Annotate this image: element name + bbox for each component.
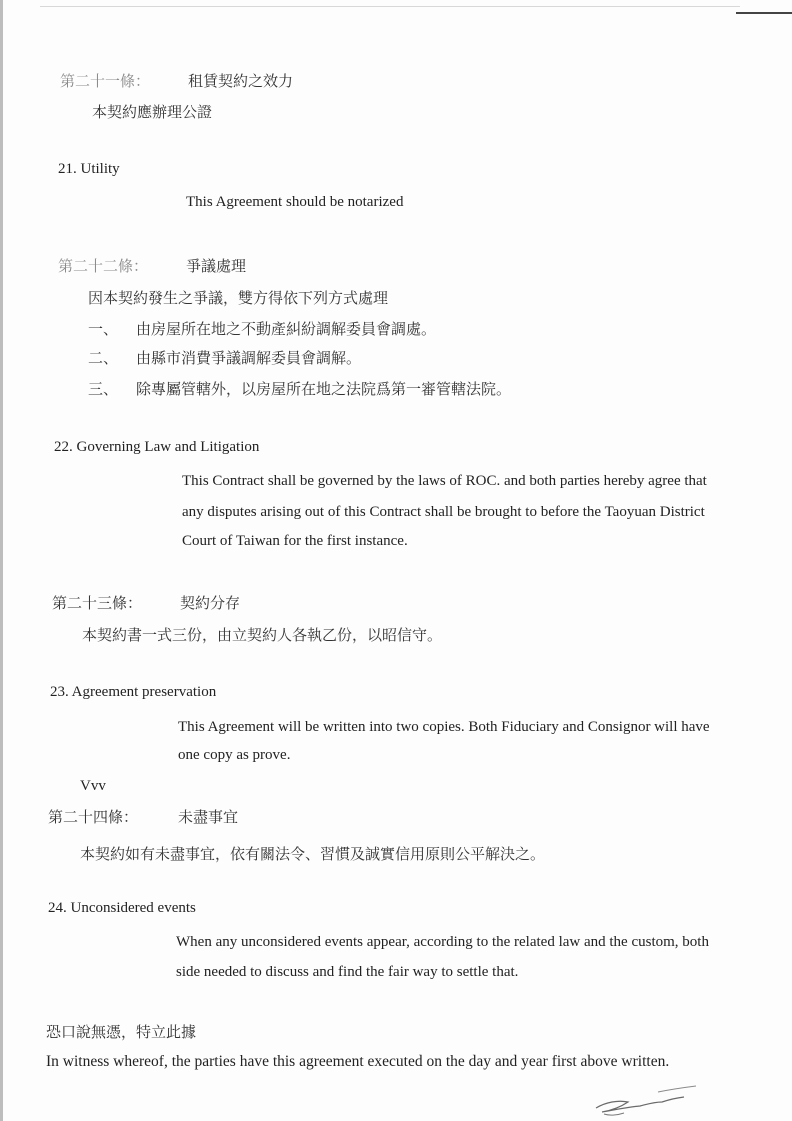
article-24-zh-title: 未盡事宜 — [178, 808, 239, 826]
scan-top-edge — [40, 6, 740, 7]
article-22-zh-title: 爭議處理 — [186, 257, 247, 275]
article-24-en-body-line: side needed to discuss and find the fair way to settle that. — [176, 964, 519, 980]
closing-en: In witness whereof, the parties have this agreement executed on the day and year first above written. — [46, 1053, 670, 1070]
article-21-zh-body: 本契約應辦理公證 — [92, 103, 213, 121]
article-22-item-number: 一、 — [88, 320, 119, 338]
stray-text: Vvv — [80, 778, 106, 794]
article-23-en-body-line: one copy as prove. — [178, 747, 291, 763]
article-23-zh-title: 契約分存 — [180, 594, 241, 612]
scan-left-edge — [0, 0, 3, 1121]
article-22-en-body-line: any disputes arising out of this Contract shall be brought to before the Taoyuan District — [182, 504, 705, 520]
article-number: 第二十四條： — [48, 808, 139, 826]
article-23-en-heading: 23. Agreement preservation — [50, 684, 217, 700]
article-22-item-text: 除專屬管轄外，以房屋所在地之法院爲第一審管轄法院。 — [136, 380, 512, 398]
article-22-item-number: 三、 — [88, 380, 119, 398]
article-22-item-number: 二、 — [88, 349, 119, 367]
article-23-zh-heading — [52, 592, 142, 613]
article-24-zh-heading — [48, 806, 138, 827]
article-number: 第二十三條： — [52, 594, 143, 612]
article-23-en-body-line: This Agreement will be written into two copies. Both Fiduciary and Consignor will have — [178, 719, 710, 735]
handwritten-signature — [588, 1080, 708, 1120]
article-21-en-body: This Agreement should be notarized — [186, 194, 404, 210]
scan-top-right-mark — [736, 12, 792, 14]
article-22-en-heading: 22. Governing Law and Litigation — [54, 439, 260, 455]
article-22-zh-heading — [58, 255, 148, 276]
article-22-item-text: 由縣市消費爭議調解委員會調解。 — [136, 349, 362, 367]
article-21-en-heading: 21. Utility — [58, 161, 120, 177]
article-number: 第二十二條： — [58, 257, 149, 275]
article-24-en-heading: 24. Unconsidered events — [48, 900, 196, 916]
article-24-en-body-line: When any unconsidered events appear, according to the related law and the custom, both — [176, 934, 709, 950]
article-24-zh-body: 本契約如有未盡事宜，依有關法令、習慣及誠實信用原則公平解決之。 — [80, 845, 546, 863]
article-22-zh-intro: 因本契約發生之爭議，雙方得依下列方式處理 — [88, 289, 389, 307]
article-22-en-body-line: This Contract shall be governed by the laws of ROC. and both parties hereby agree that — [182, 473, 707, 489]
article-21-zh-title: 租賃契約之效力 — [188, 72, 294, 90]
closing-zh: 恐口說無憑，特立此據 — [46, 1023, 197, 1041]
article-21-zh-heading — [60, 70, 150, 91]
article-22-en-body-line: Court of Taiwan for the first instance. — [182, 533, 408, 549]
article-23-zh-body: 本契約書一式三份，由立契約人各執乙份，以昭信守。 — [82, 626, 443, 644]
article-number: 第二十一條： — [60, 72, 151, 90]
article-22-item-text: 由房屋所在地之不動產糾紛調解委員會調處。 — [136, 320, 437, 338]
